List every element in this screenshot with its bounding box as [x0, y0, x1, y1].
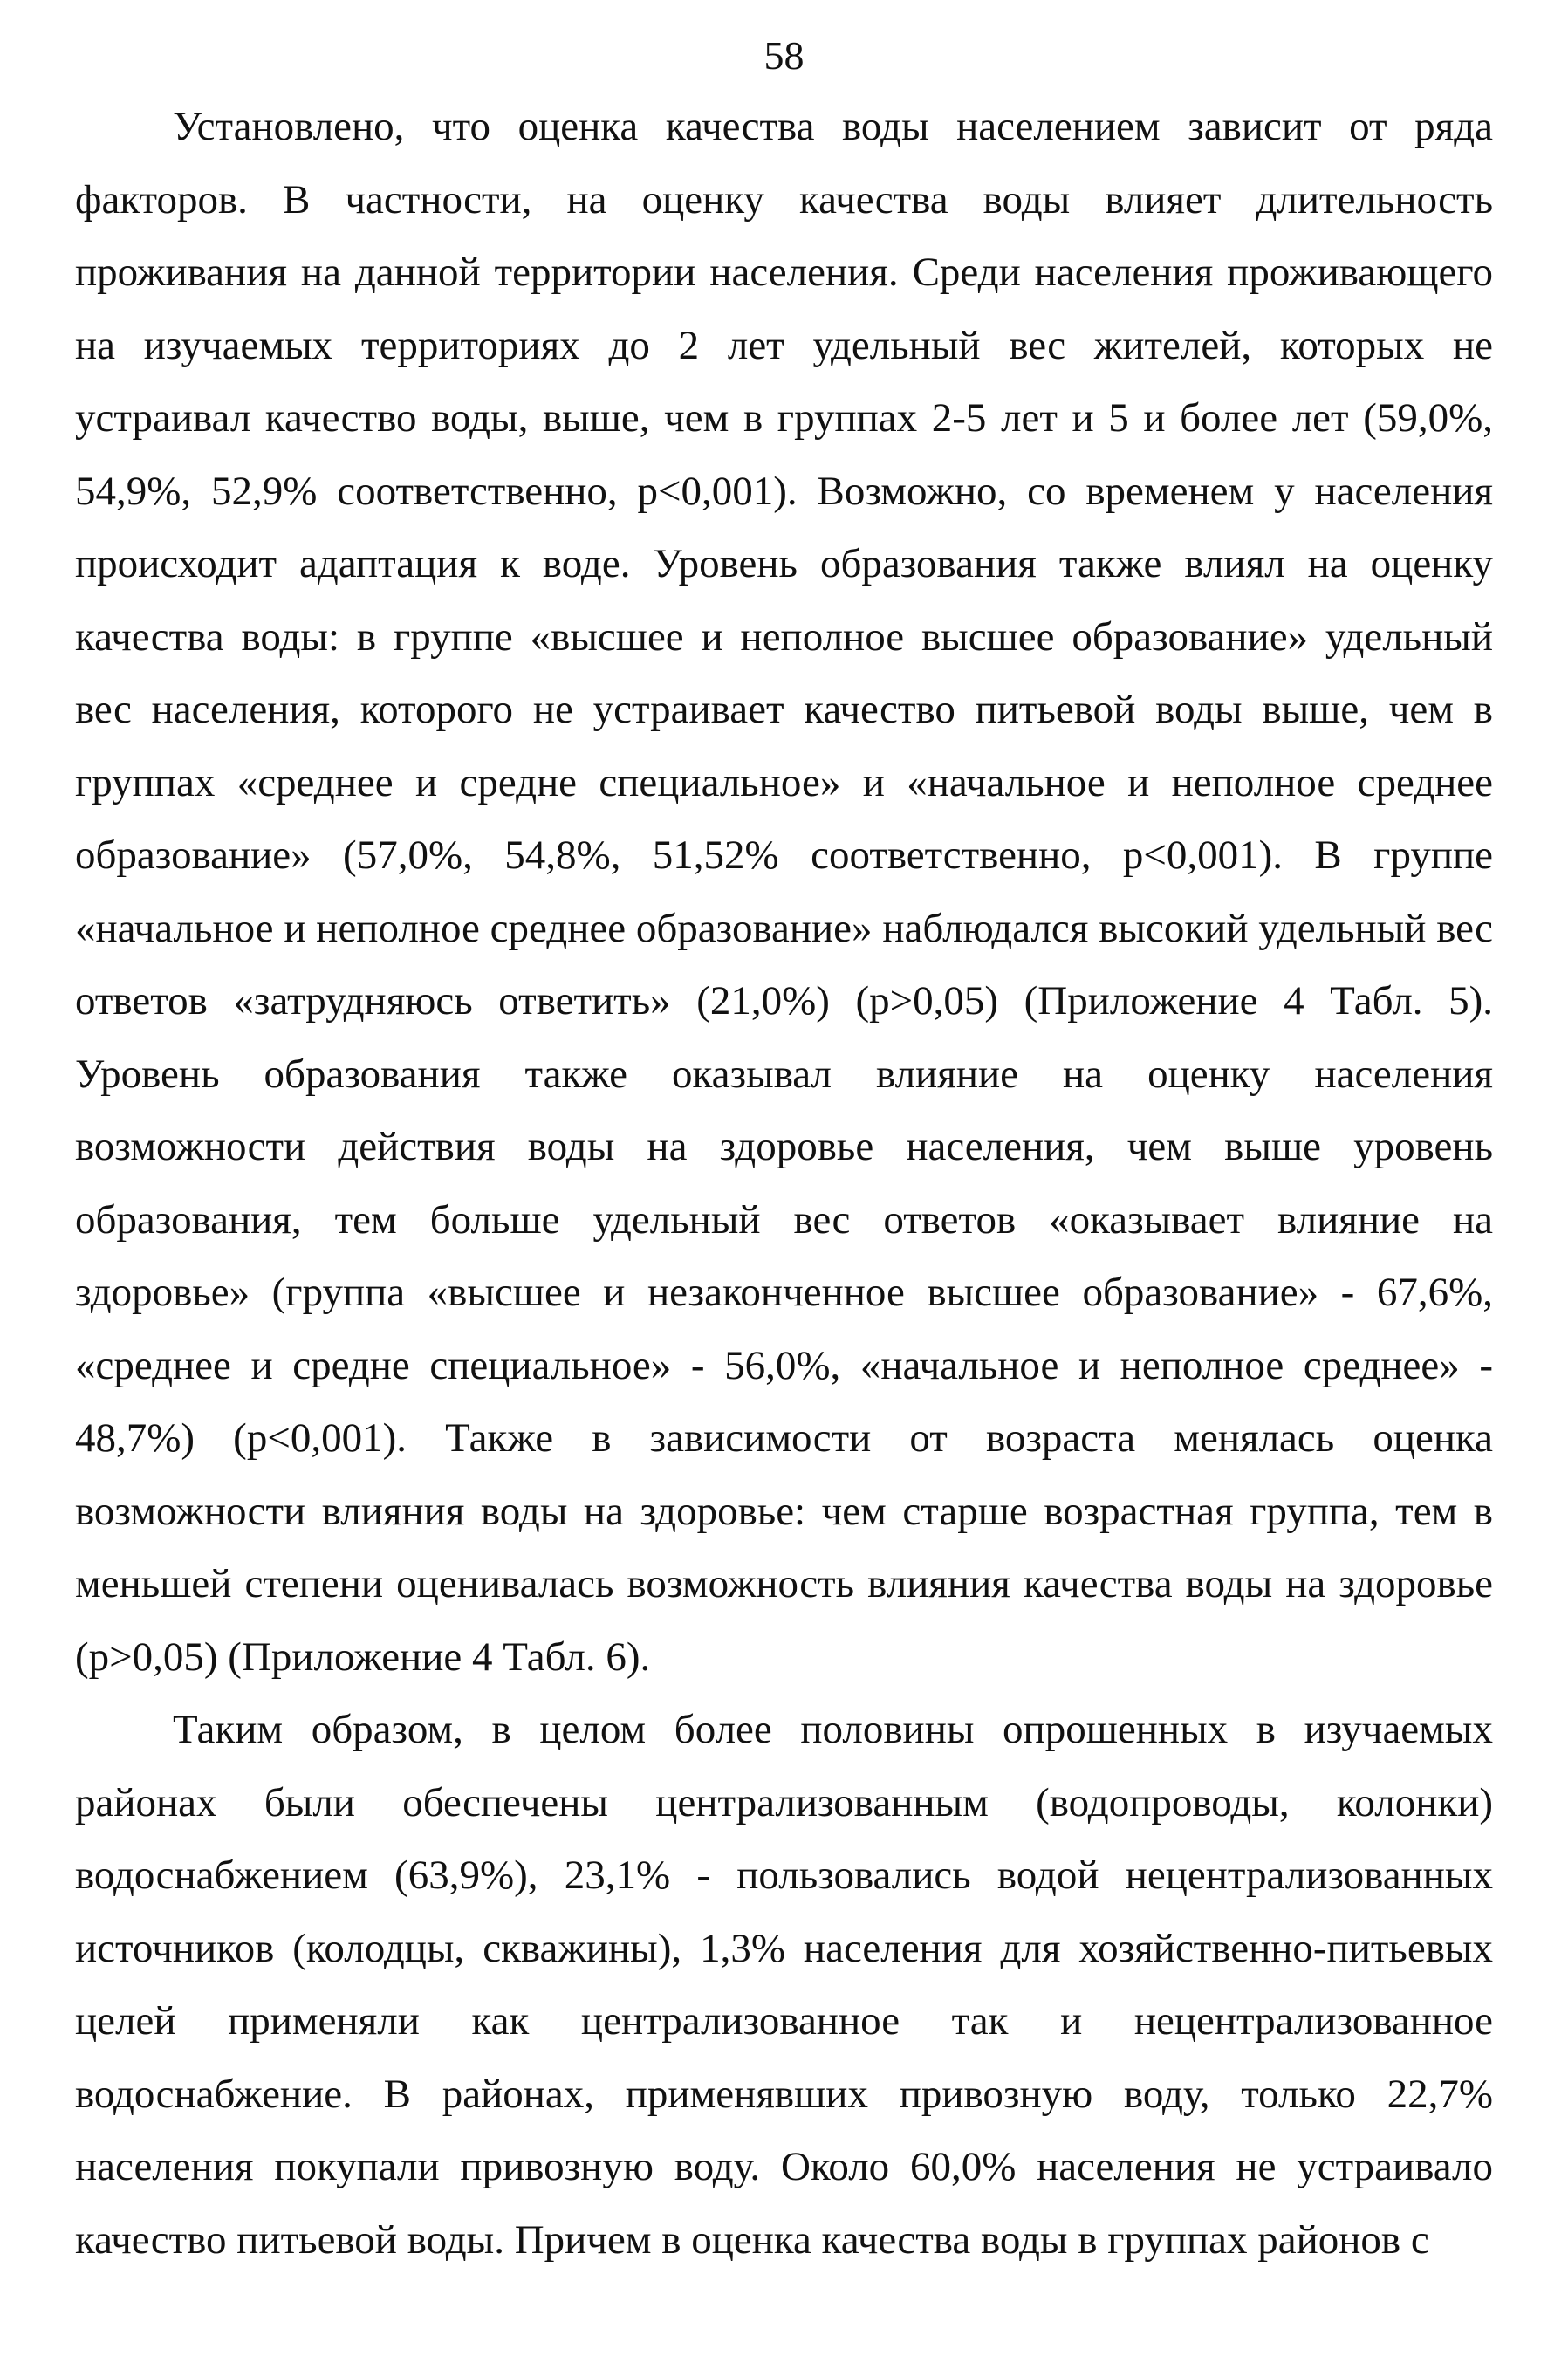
paragraph: Установлено, что оценка качества воды населением зависит от ряда факторов. В частности, на оценку качества воды влияет длительность проживания на данной территории населения. Среди населения проживающего на изучаемых территориях до 2 лет удельный вес жителей, которых не устраивал качество воды, выше, чем в группах 2-5 лет и 5 и более лет (59,0%, 54,9%, 52,9% соответственно, p<0,001). Возможно, со временем у населения происходит адаптация к воде. Уровень образования также влиял на оценку качества воды: в группе «высшее и неполное высшее образование» удельный вес населения, которого не устраивает качество питьевой воды выше, чем в группах «среднее и средне специальное» и «начальное и неполное среднее образование» (57,0%, 54,8%, 51,52% соответственно, p<0,001). В группе «начальное и неполное среднее образование» наблюдался высокий удельный вес ответов «затрудняюсь ответить» (21,0%) (p>0,05) (Приложение 4 Табл. 5). Уровень образования также оказывал влияние на оценку населения возможности действия воды на здоровье населения, чем выше уровень образования, тем больше удельный вес ответов «оказывает влияние на здоровье» (группа «высшее и незаконченное высшее образование» - 67,6%, «среднее и средне специальное» - 56,0%, «начальное и неполное среднее» - 48,7%) (p<0,001). Также в зависимости от возраста менялась оценка возможности влияния воды на здоровье: чем старше возрастная группа, тем в меньшей степени оценивалась возможность влияния качества воды на здоровье (p>0,05) (Приложение 4 Табл. 6).: [75, 104, 1493, 1680]
page-number: 58: [763, 33, 805, 78]
paragraph: Таким образом, в целом более половины опрошенных в изучаемых районах были обеспечены централизованным (водопроводы, колонки) водоснабжением (63,9%), 23,1% - пользовались водой нецентрализованных источников (колодцы, скважины), 1,3% населения для хозяйственно-питьевых целей применяли как централизованное так и нецентрализованное водоснабжение. В районах, применявших привозную воду, только 22,7% населения покупали привозную воду. Около 60,0% населения не устраивало качество питьевой воды. Причем в оценка качества воды в группах районов с: [75, 1707, 1493, 2263]
body-text: [75, 91, 1493, 2277]
